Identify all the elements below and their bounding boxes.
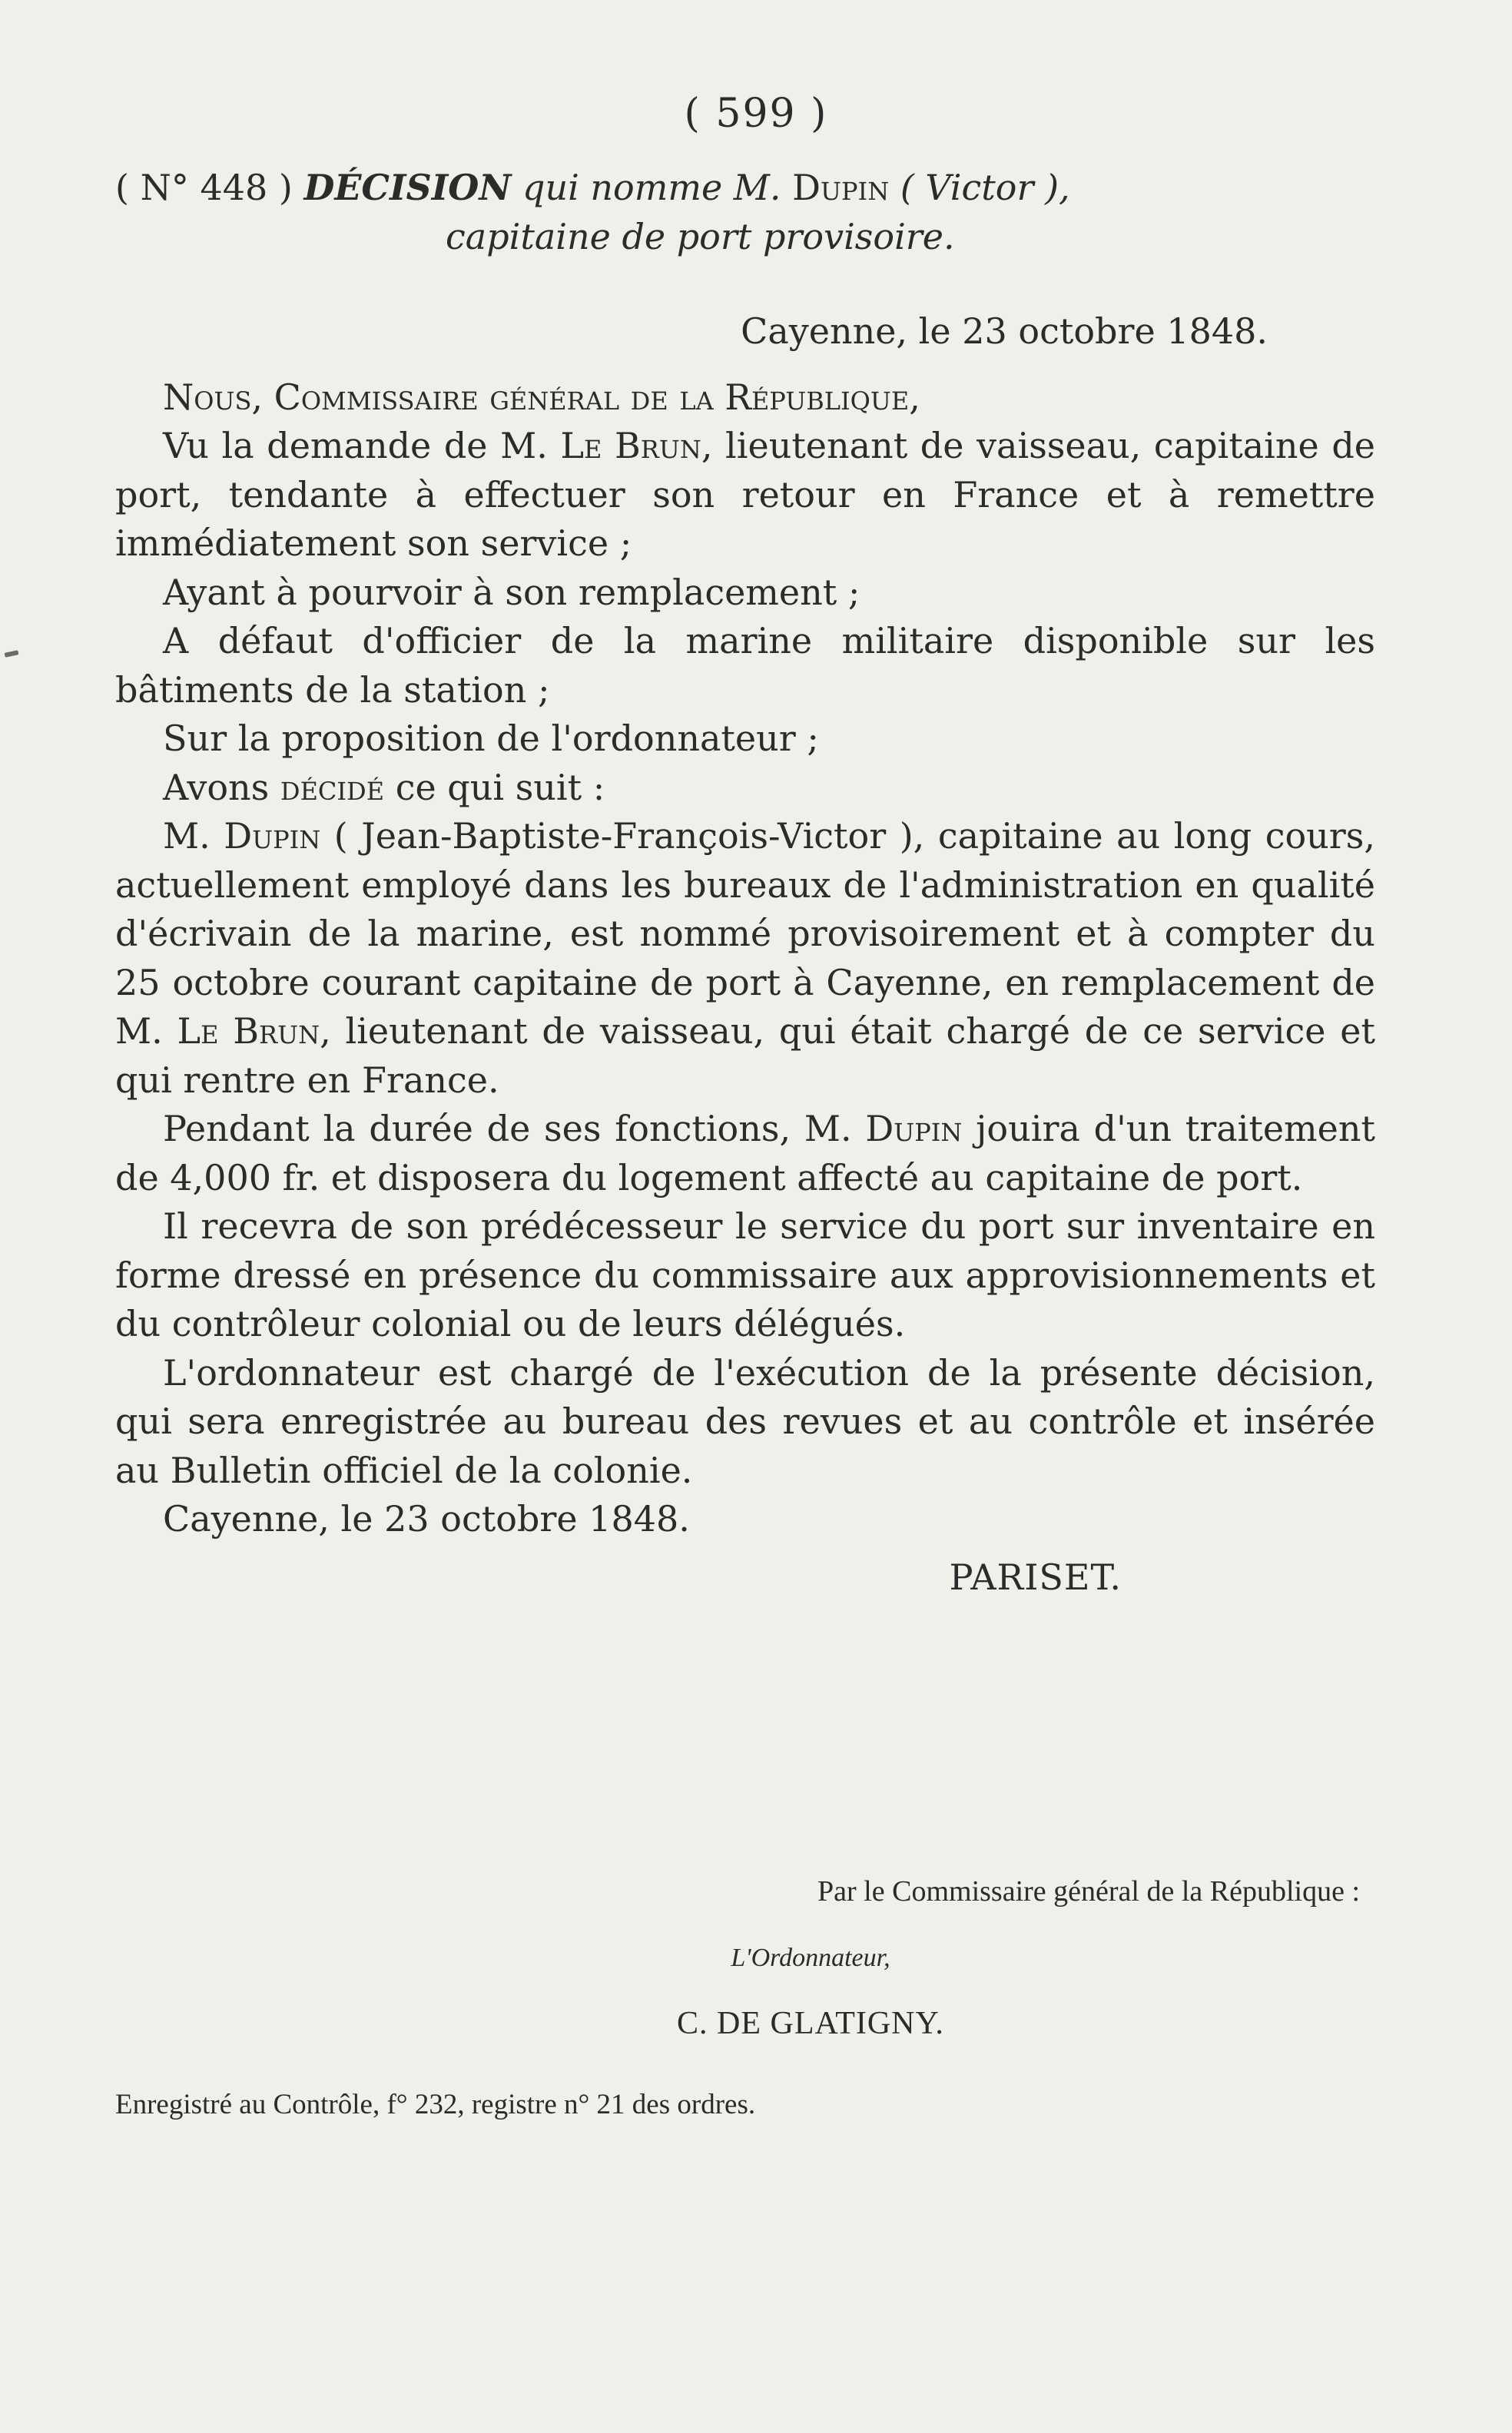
p6-name-2: Le Brun [177,1010,320,1052]
p5-text-a: Avons [163,766,270,808]
p7-text-b: jouira d'un traitement de 4,000 fr. et disposera du logement affecté au capitaine de port. [115,1108,1375,1198]
paragraph-5 [115,764,1375,813]
p1-text-a: Vu la demande de M. [163,425,548,466]
paragraph-9: L'ordonnateur est chargé de l'exécution de la présente décision, qui sera enregistrée au bureau des revues et au contrôle et insérée au Bulletin officiel de la colonie. [115,1351,1375,1491]
decision-word: DÉCISION [303,167,512,208]
p1-text-b: , lieutenant de vaisseau, capitaine de port, tendante à effectuer son retour en France et à remettre immédiatement son service ; [115,425,1375,564]
signature: PARISET. [949,1556,1122,1598]
title-paren: ( Victor ), [900,167,1070,208]
paragraph-3: A défaut d'officier de la marine militaire disponible sur les bâtiments de la station ; [115,620,1375,711]
p5-text-b: ce qui suit : [395,766,605,808]
paragraph-1 [115,422,1375,568]
heading: Nous, Commissaire général de la République, [163,376,920,418]
p6-name: Dupin [224,815,321,857]
p7-text-a: Pendant la durée de ses fonctions, M. [163,1108,852,1149]
p1-name: Le Brun [560,425,701,466]
decision-number: ( N° 448 ) [115,167,293,208]
margin-mark [5,650,19,658]
page-number: ( 599 ) [684,91,828,137]
paragraph-2: Ayant à pourvoir à son remplacement ; [163,571,860,613]
p5-decide: décidé [280,766,385,808]
paragraph-10: Cayenne, le 23 octobre 1848. [163,1498,690,1540]
decision-title [115,163,1375,261]
dateline: Cayenne, le 23 octobre 1848. [741,310,1268,352]
footer-signatory: C. DE GLATIGNY. [677,2006,944,2041]
footer-ordonnateur: L'Ordonnateur, [731,1944,890,1972]
p6-text-b: ( Jean-Baptiste-François-Victor ), capitaine au long cours, actuellement employé dans les bureaux de l'administration en qualité d'écrivain de la marine, est nommé provisoirement et à compter du 25 octobre courant capitaine de port à Cayenne, en remplacement de M. [115,815,1375,1052]
p7-name: Dupin [865,1108,963,1149]
p6-text-c: , lieutenant de vaisseau, qui était chargé de ce service et qui rentre en France. [115,1010,1375,1101]
title-line-2: capitaine de port provisoire. [446,216,955,257]
document-body [115,307,1375,1602]
paragraph-8: Il recevra de son prédécesseur le service du port sur inventaire en forme dressé en présence du commissaire aux approvisionnements et du contrôleur colonial ou de leurs délégués. [115,1205,1375,1344]
footer-registration: Enregistré au Contrôle, f° 232, registre n° 21 des ordres. [115,2089,756,2120]
title-name: Dupin [792,167,890,208]
paragraph-4: Sur la proposition de l'ordonnateur ; [163,718,819,759]
footer-par-le: Par le Commissaire général de la République : [817,1875,1360,1908]
title-text-1: qui nomme M. [522,167,781,208]
paragraph-6 [115,812,1375,1105]
paragraph-7 [115,1105,1375,1202]
title-line-1 [115,163,1375,212]
p6-text-a: M. [163,815,211,857]
